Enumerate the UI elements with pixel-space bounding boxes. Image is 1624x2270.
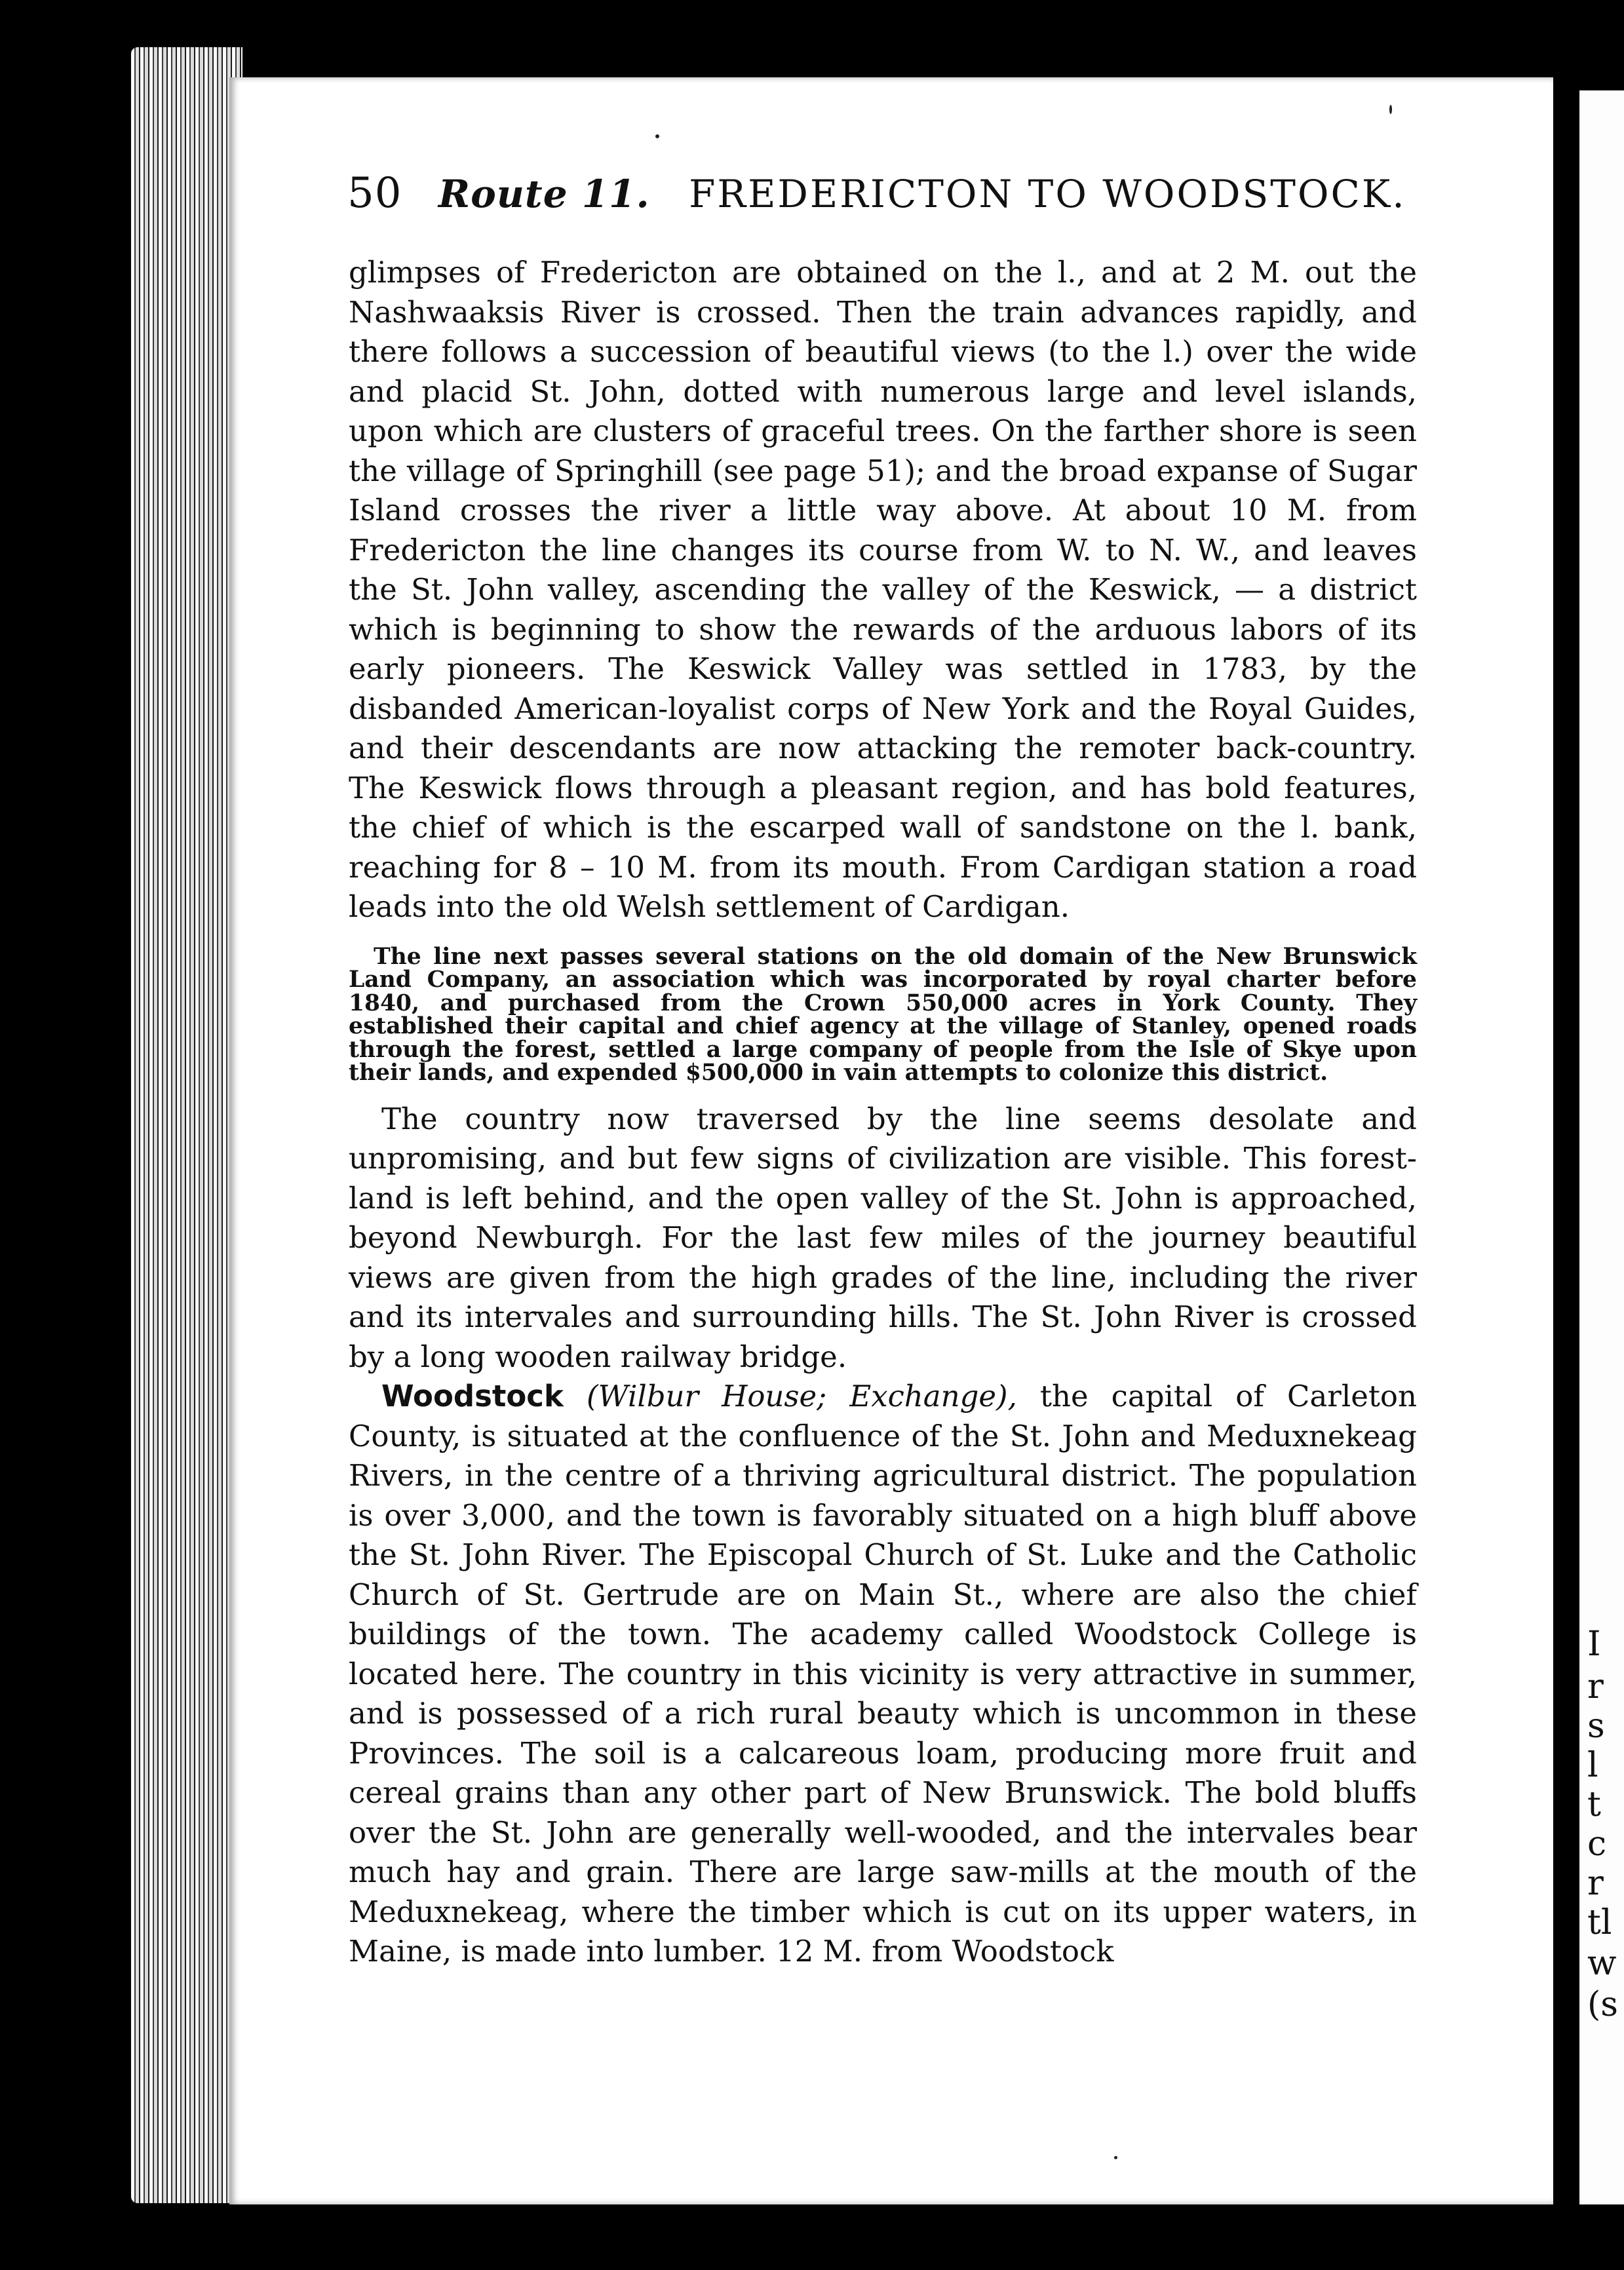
woodstock-text: the capital of Carleton County, is situated at the confluence of the St. John and Meduxnekeag Rivers, in the centre of a thriving agricultural district. The population is over 3,000, and the town is favorably situated on a high bluff above the St. John River. The Episcopal Church of St. Luke and the Catholic Church of St. Gertrude are on Main St., where are also the chief buildings of the town. The academy called Woodstock College is located here. The country in this vicinity is very attractive in summer, and is possessed of a rich rural beauty which is uncommon in these Provinces. The soil is a calcareous loam, producing more fruit and cereal grains than any other part of New Brunswick. The bold bluffs over the St. John are generally well-wooded, and the intervales bear much hay and grain. There are large saw-mills at the mouth of the Meduxnekeag, where the timber which is cut on its upper waters, in Maine, is made into lumber. 12 M. from Woodstock	[349, 1379, 1417, 1969]
woodstock-heading: Woodstock	[381, 1379, 564, 1414]
page-number: 50	[347, 169, 402, 218]
page-body	[349, 253, 1417, 1972]
facing-fragment: c	[1587, 1824, 1607, 1864]
scan-speck	[1114, 2156, 1117, 2159]
paragraph-woodstock	[349, 1377, 1417, 1972]
facing-fragment: r	[1587, 1667, 1604, 1706]
facing-fragment: t	[1587, 1785, 1601, 1824]
paragraph-land-company: The line next passes several stations on the old domain of the New Brunswick Land Company, an association which was incorporated by royal charter before 1840, and purchased from the Crown 550,000 acres in York County. They established their capital and chief agency at the village of Stanley, opened roads through the forest, settled a large company of people from the Isle of Skye upon their lands, and expended $500,000 in vain attempts to colonize this district.	[349, 943, 1417, 1086]
scan-speck	[1389, 105, 1392, 114]
hotels-note: (Wilbur House; Exchange),	[586, 1379, 1017, 1414]
route-label: Route 11.	[438, 172, 650, 216]
paragraph-keswick: glimpses of Fredericton are obtained on the l., and at 2 M. out the Nashwaaksis River is crossed. Then the train advances rapidly, and there follows a succession of beautiful views (to the l.) over the wide and placid St. John, dotted with numerous large and level islands, upon which are clusters of graceful trees. On the farther shore is seen the village of Springhill (see page 51); and the broad expanse of Sugar Island crosses the river a little way above. At about 10 M. from Fredericton the line changes its course from W. to N. W., and leaves the St. John valley, ascending the valley of the Keswick, — a district which is beginning to show the rewards of the arduous labors of its early pioneers. The Keswick Valley was settled in 1783, by the disbanded American-loyalist corps of New York and the Royal Guides, and their descendants are now attacking the remoter back-country. The Keswick flows through a pleasant region, and has bold features, the chief of which is the escarped wall of sandstone on the l. bank, reaching for 8 – 10 M. from its mouth. From Cardigan station a road leads into the old Welsh settlement of Cardigan.	[349, 255, 1417, 924]
running-title: FREDERICTON TO WOODSTOCK.	[689, 172, 1406, 216]
facing-fragment: s	[1587, 1706, 1605, 1746]
facing-fragment: l	[1587, 1746, 1598, 1785]
paragraph-country: The country now traversed by the line seems desolate and unpromising, and but few signs of civilization are visible. This forest-land is left behind, and the open valley of the St. John is approached, beyond Newburgh. For the last few miles of the journey beautiful views are given from the high grades of the line, including the river and its intervales and surrounding hills. The St. John River is crossed by a long wooden railway bridge.	[349, 1101, 1417, 1374]
facing-fragment: (s	[1587, 1985, 1618, 2024]
facing-fragment: I	[1587, 1625, 1601, 1664]
facing-fragment: r	[1587, 1864, 1604, 1903]
running-header	[347, 169, 1406, 221]
scan-speck	[655, 134, 659, 138]
facing-fragment: w	[1587, 1944, 1617, 1983]
facing-fragment: tl	[1587, 1903, 1612, 1942]
facing-page	[1579, 90, 1624, 2204]
page-edges	[131, 47, 242, 2203]
